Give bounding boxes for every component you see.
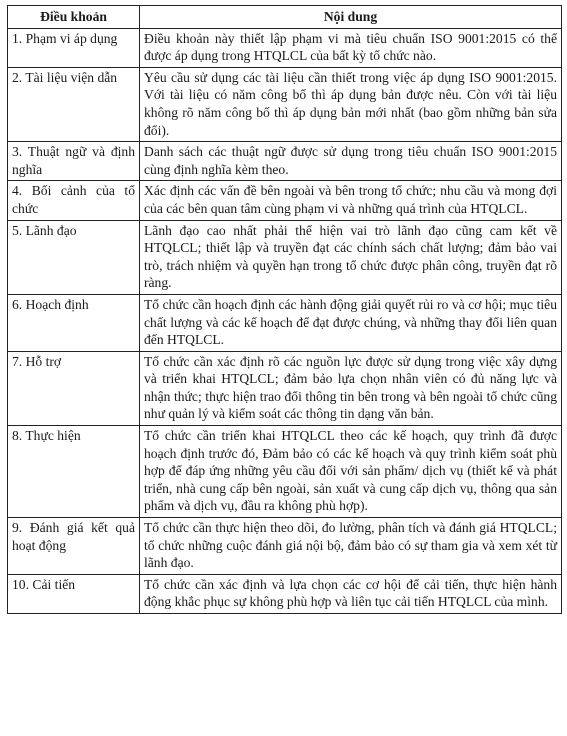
clause-cell: 7. Hỗ trợ bbox=[8, 351, 140, 425]
content-cell: Tổ chức cần xác định rõ các nguồn lực được sử dụng trong việc xây dựng và triển khai HTQLCL; đảm bảo lựa chọn nhân viên có đủ năng lực và nhận thức; thực hiện trao đổi thông tin bên trong và bên ngoài tổ chức cũng như quản lý và kiểm soát các thông tin dạng văn bản. bbox=[140, 351, 562, 425]
content-cell: Tổ chức cần xác định và lựa chọn các cơ hội để cải tiến, thực hiện hành động khắc phục sự không phù hợp và liên tục cải tiến HTQLCL của mình. bbox=[140, 574, 562, 613]
content-cell: Tổ chức cần hoạch định các hành động giải quyết rủi ro và cơ hội; mục tiêu chất lượng và các kế hoạch để đạt được chúng, và những thay đổi liên quan đến HTQLCL. bbox=[140, 294, 562, 351]
content-cell: Tổ chức cần thực hiện theo dõi, đo lường, phân tích và đánh giá HTQLCL; tổ chức những cuộc đánh giá nội bộ, đảm bảo có sự tham gia và xem xét từ lãnh đạo. bbox=[140, 518, 562, 575]
table-row bbox=[8, 181, 562, 220]
table-header-row bbox=[8, 6, 562, 29]
clause-cell: 3. Thuật ngữ và định nghĩa bbox=[8, 142, 140, 181]
clause-cell: 10. Cải tiến bbox=[8, 574, 140, 613]
clause-cell: 8. Thực hiện bbox=[8, 426, 140, 518]
table-row bbox=[8, 28, 562, 67]
table-row bbox=[8, 426, 562, 518]
content-cell: Danh sách các thuật ngữ được sử dụng trong tiêu chuẩn ISO 9001:2015 cùng định nghĩa kèm theo. bbox=[140, 142, 562, 181]
content-cell: Lãnh đạo cao nhất phải thể hiện vai trò lãnh đạo cũng cam kết về HTQLCL; thiết lập và truyền đạt các chính sách chất lượng; đảm bảo vai trò, trách nhiệm và quyền hạn trong tổ chức được phân công, truyền đạt rõ ràng. bbox=[140, 220, 562, 294]
clause-cell: 2. Tài liệu viện dẫn bbox=[8, 67, 140, 141]
header-clause: Điều khoản bbox=[8, 6, 140, 29]
clause-cell: 6. Hoạch định bbox=[8, 294, 140, 351]
table-row bbox=[8, 220, 562, 294]
clause-cell: 5. Lãnh đạo bbox=[8, 220, 140, 294]
content-cell: Yêu cầu sử dụng các tài liệu cần thiết trong việc áp dụng ISO 9001:2015. Với tài liệu có năm công bố thì áp dụng bản được nêu. Còn với tài liệu không rõ năm công bố thì áp dụng bản mới nhất (bao gồm những bản sửa đổi). bbox=[140, 67, 562, 141]
clause-cell: 9. Đánh giá kết quả hoạt động bbox=[8, 518, 140, 575]
table-row bbox=[8, 518, 562, 575]
table-row bbox=[8, 574, 562, 613]
table-row bbox=[8, 142, 562, 181]
table-row bbox=[8, 294, 562, 351]
content-cell: Xác định các vấn đề bên ngoài và bên trong tổ chức; nhu cầu và mong đợi của các bên quan tâm cùng phạm vi và những quá trình của HTQLCL. bbox=[140, 181, 562, 220]
content-cell: Tổ chức cần triển khai HTQLCL theo các kế hoạch, quy trình đã được hoạch định trước đó, Đảm bảo có các kế hoạch và quy trình kiểm soát phù hợp để đáp ứng những yêu cầu đối với sản phẩm/ dịch vụ (thiết kế và phát triển, nhà cung cấp bên ngoài, sản xuất và cung cấp dịch vụ, thông qua sản phẩm và dịch vụ, đầu ra không phù hợp). bbox=[140, 426, 562, 518]
clause-cell: 4. Bối cảnh của tổ chức bbox=[8, 181, 140, 220]
table-row bbox=[8, 351, 562, 425]
header-content: Nội dung bbox=[140, 6, 562, 29]
table-row bbox=[8, 67, 562, 141]
iso-clauses-table bbox=[7, 5, 562, 614]
content-cell: Điều khoản này thiết lập phạm vi mà tiêu chuẩn ISO 9001:2015 có thể được áp dụng trong HTQLCL của bất kỳ tổ chức nào. bbox=[140, 28, 562, 67]
clause-cell: 1. Phạm vi áp dụng bbox=[8, 28, 140, 67]
